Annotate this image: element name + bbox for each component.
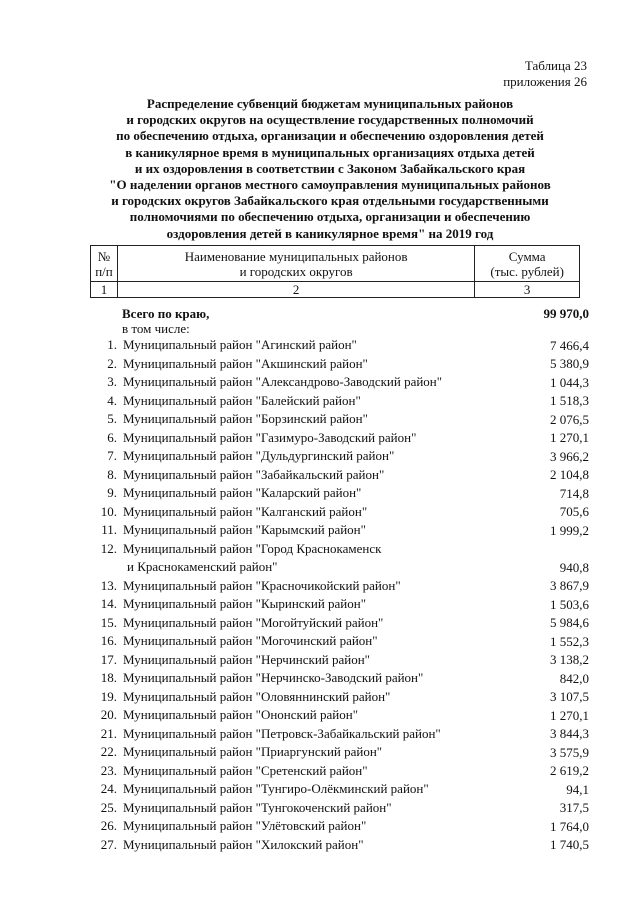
table-row	[90, 447, 589, 466]
row-number: 15.	[100, 614, 117, 630]
district-name-line: Муниципальный район "Тунгиро-Олёкминский район"	[123, 781, 429, 796]
subvention-amount: 5 380,9	[550, 356, 589, 371]
table-row	[90, 577, 589, 596]
district-name	[123, 484, 503, 502]
subvention-amount: 3 867,9	[550, 578, 589, 593]
district-name	[123, 706, 503, 724]
district-name-line: Муниципальный район "Балейский район"	[123, 392, 361, 408]
district-name-line: Муниципальный район "Карымский район"	[123, 522, 366, 537]
table-row	[90, 503, 589, 522]
row-number: 1.	[107, 337, 117, 352]
including-label: в том числе:	[122, 321, 190, 336]
district-name	[123, 817, 503, 835]
row-number: 12.	[100, 540, 117, 556]
header-amount-cell	[475, 246, 580, 282]
title-line: по обеспечению отдыха, организации и обеспечению оздоровления детей	[116, 128, 544, 144]
table-row	[90, 743, 589, 762]
row-number: 26.	[100, 818, 117, 833]
district-name	[123, 799, 503, 817]
table-row	[90, 410, 589, 429]
table-row	[90, 595, 589, 614]
subvention-amount: 1 999,2	[550, 522, 589, 538]
table-row	[90, 540, 589, 577]
row-number: 7.	[107, 448, 117, 463]
district-name-line: Муниципальный район "Забайкальский район"	[123, 466, 385, 482]
subvention-amount: 2 076,5	[550, 411, 589, 427]
row-number: 5.	[107, 411, 117, 426]
subvention-amount: 1 270,1	[550, 430, 589, 445]
table-row	[90, 725, 589, 744]
total-label: Всего по краю,	[122, 306, 210, 321]
title-line: полномочиями по обеспечению отдыха, организации и обеспечению	[129, 209, 531, 225]
row-number: 8.	[107, 466, 117, 482]
district-name-line: Муниципальный район "Могочинский район"	[123, 633, 378, 648]
district-name-line: Муниципальный район "Ононский район"	[123, 707, 359, 722]
subvention-amount: 5 984,6	[550, 615, 589, 630]
subvention-amount: 317,5	[559, 800, 589, 815]
district-name-line: Муниципальный район "Каларский район"	[123, 485, 362, 500]
row-number: 11.	[101, 522, 117, 537]
table-row	[90, 614, 589, 633]
district-name-line: Муниципальный район "Дульдургинский район"	[123, 448, 395, 463]
subvention-amount: 1 552,3	[550, 633, 589, 649]
district-name	[123, 577, 503, 595]
district-name	[123, 410, 503, 428]
table-row	[90, 780, 589, 799]
district-list	[90, 336, 589, 854]
district-name-line: Муниципальный район "Оловяннинский район"	[123, 688, 391, 704]
table-row	[90, 484, 589, 503]
subvention-amount: 3 966,2	[550, 448, 589, 464]
total-row	[122, 305, 589, 322]
district-name	[123, 540, 503, 576]
table-number: Таблица 23	[524, 58, 587, 73]
subvention-amount: 1 518,3	[550, 393, 589, 408]
district-name-line: Муниципальный район "Кыринский район"	[123, 596, 367, 611]
district-name-line: Муниципальный район "Город Краснокаменск	[123, 540, 382, 556]
row-number: 14.	[100, 596, 117, 611]
table-row	[90, 373, 589, 392]
title-line: и их оздоровления в соответствии с Законом Забайкальского края	[134, 160, 526, 176]
row-number: 9.	[107, 485, 117, 500]
title-line: "О наделении органов местного самоуправления муниципальных районов	[109, 177, 551, 193]
table-row	[90, 817, 589, 836]
district-name	[123, 447, 503, 465]
header-number-line2: п/п	[95, 263, 113, 279]
subvention-amount: 705,6	[559, 504, 589, 519]
district-name	[123, 336, 503, 354]
subvention-amount: 3 138,2	[550, 652, 589, 667]
total-value: 99 970,0	[543, 306, 589, 321]
subvention-amount: 2 619,2	[550, 763, 589, 778]
row-number: 6.	[107, 429, 117, 445]
district-name	[123, 780, 503, 798]
district-name-line: Муниципальный район "Тунгокоченский район"	[123, 799, 392, 815]
district-name	[123, 725, 503, 743]
row-number: 27.	[100, 836, 117, 852]
district-name-line: Муниципальный район "Нерчинский район"	[123, 651, 370, 667]
subvention-amount: 94,1	[566, 781, 589, 797]
district-name-line: Муниципальный район "Приаргунский район"	[123, 744, 383, 759]
table-row	[90, 799, 589, 818]
subvention-amount: 3 844,3	[550, 726, 589, 741]
subvention-amount: 1 764,0	[550, 818, 589, 834]
district-name	[123, 355, 503, 373]
title-line: в каникулярное время в муниципальных организациях отдыха детей	[125, 144, 535, 160]
district-name-line: Муниципальный район "Красночикойский район"	[123, 577, 401, 593]
district-name-line: Муниципальный район "Калганский район"	[123, 503, 368, 519]
district-name-line: Муниципальный район "Нерчинско-Заводский район"	[123, 670, 424, 685]
district-name-line: Муниципальный район "Акшинский район"	[123, 355, 368, 371]
table-row	[90, 521, 589, 540]
row-number: 19.	[100, 688, 117, 704]
district-name	[123, 392, 503, 410]
header-amount-line1: Сумма	[508, 248, 546, 264]
row-number: 4.	[107, 392, 117, 408]
header-name-cell	[117, 246, 474, 282]
column-index-1: 1	[91, 282, 118, 298]
district-name-line: Муниципальный район "Улётовский район"	[123, 818, 367, 833]
subvention-amount: 842,0	[559, 670, 589, 686]
district-name	[123, 595, 503, 613]
row-number: 18.	[100, 670, 117, 685]
header-name-line1: Наименование муниципальных районов	[184, 248, 408, 264]
title-line: и городских округов Забайкальского края отдельными государственными	[111, 193, 549, 209]
title-line: оздоровления детей в каникулярное время" на 2019 год	[166, 225, 494, 241]
district-name-line: Муниципальный район "Александрово-Заводский район"	[123, 374, 443, 389]
district-name	[123, 651, 503, 669]
district-name-line: Муниципальный район "Газимуро-Заводский район"	[123, 429, 417, 445]
header-number-cell	[91, 246, 118, 282]
subvention-amount: 714,8	[559, 485, 589, 501]
district-name	[123, 762, 503, 780]
subvention-amount: 940,8	[559, 559, 589, 575]
row-number: 16.	[100, 633, 117, 648]
appendix-number: приложения 26	[503, 74, 587, 89]
title-line: Распределение субвенций бюджетам муниципальных районов	[146, 96, 514, 111]
column-index-3: 3	[475, 282, 580, 298]
column-index-2: 2	[117, 282, 474, 298]
district-name	[123, 614, 503, 632]
table-row	[90, 669, 589, 688]
subvention-amount: 1 270,1	[550, 707, 589, 723]
district-name	[123, 373, 503, 391]
district-name-line: Муниципальный район "Хилокский район"	[123, 836, 364, 852]
district-name	[123, 466, 503, 484]
district-name	[123, 836, 503, 854]
subvention-amount: 2 104,8	[550, 467, 589, 482]
district-name	[123, 632, 503, 650]
subvention-amount: 7 466,4	[550, 337, 589, 353]
table-row	[90, 336, 589, 355]
header-number-line1: №	[97, 248, 111, 264]
subvention-amount: 1 044,3	[550, 374, 589, 390]
table-row	[90, 836, 589, 855]
row-number: 3.	[107, 374, 117, 389]
district-name-line: и Краснокаменский район"	[127, 558, 278, 574]
title-line: и городских округов на осуществление государственных полномочий	[126, 112, 534, 128]
subvention-amount: 1 740,5	[550, 837, 589, 852]
table-header	[90, 245, 580, 298]
table-row	[90, 466, 589, 485]
row-number: 23.	[100, 762, 117, 778]
row-number: 20.	[100, 707, 117, 722]
table-reference	[503, 58, 587, 90]
district-name	[123, 503, 503, 521]
district-name	[123, 743, 503, 761]
district-name	[123, 521, 503, 539]
table-row	[90, 688, 589, 707]
table-row	[90, 392, 589, 411]
district-name-line: Муниципальный район "Агинский район"	[123, 337, 357, 352]
row-number: 25.	[100, 799, 117, 815]
row-number: 13.	[100, 577, 117, 593]
table-row	[90, 429, 589, 448]
header-name-line2: и городских округов	[239, 263, 353, 279]
row-number: 24.	[100, 781, 117, 796]
district-name-line: Муниципальный район "Могойтуйский район"	[123, 614, 384, 630]
table-row	[90, 355, 589, 374]
district-name	[123, 688, 503, 706]
district-name-line: Муниципальный район "Сретенский район"	[123, 762, 368, 778]
table-row	[90, 632, 589, 651]
row-number: 10.	[100, 503, 117, 519]
table-row	[90, 762, 589, 781]
district-name	[123, 669, 503, 687]
row-number: 17.	[100, 651, 117, 667]
row-number: 2.	[107, 355, 117, 371]
district-name-line: Муниципальный район "Петровск-Забайкальский район"	[123, 725, 441, 741]
row-number: 21.	[100, 725, 117, 741]
header-amount-line2: (тыс. рублей)	[490, 263, 564, 279]
row-number: 22.	[100, 744, 117, 759]
document-title	[90, 96, 570, 242]
subvention-amount: 1 503,6	[550, 596, 589, 612]
district-name	[123, 429, 503, 447]
table-row	[90, 651, 589, 670]
subvention-amount: 3 575,9	[550, 744, 589, 760]
district-name-line: Муниципальный район "Борзинский район"	[123, 411, 368, 426]
subvention-amount: 3 107,5	[550, 689, 589, 704]
table-row	[90, 706, 589, 725]
